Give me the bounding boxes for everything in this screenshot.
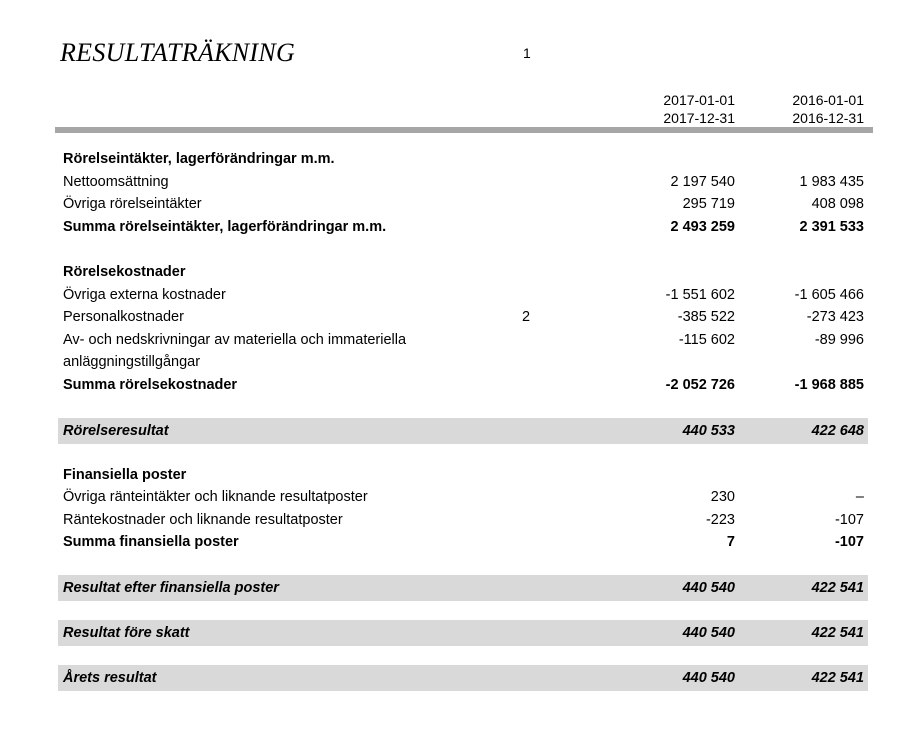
row-label: Personalkostnader	[63, 309, 184, 325]
result-row	[58, 418, 868, 444]
value-2017: 295 719	[682, 196, 735, 212]
note-reference: 2	[522, 309, 531, 325]
row-label: Nettoomsättning	[63, 174, 169, 190]
value-2016: -1 605 466	[794, 287, 864, 303]
row-label: Årets resultat	[63, 670, 157, 686]
value-2017: -2 052 726	[665, 377, 735, 393]
value-2017: 440 540	[682, 625, 735, 641]
value-2017: 2 493 259	[670, 219, 735, 235]
table-row	[58, 486, 868, 508]
value-2017: -223	[705, 512, 735, 528]
column-header-2016-start: 2016-01-01	[792, 92, 864, 108]
subtotal-row	[58, 531, 868, 553]
value-2016: –	[855, 489, 864, 505]
row-label: Summa finansiella poster	[63, 534, 239, 550]
value-2016: -89 996	[814, 332, 864, 348]
value-2016: 422 541	[811, 580, 864, 596]
table-row	[58, 193, 868, 215]
header-divider	[55, 127, 873, 133]
value-2016: -107	[834, 512, 864, 528]
column-header-2016	[744, 91, 864, 127]
table-row	[58, 171, 868, 193]
section-heading	[58, 464, 868, 486]
value-2017: -115 602	[678, 332, 735, 348]
result-row	[58, 575, 868, 601]
table-row	[58, 284, 868, 306]
row-label: Rörelsekostnader	[63, 264, 186, 280]
row-label: Summa rörelseintäkter, lagerförändringar m.m.	[63, 219, 387, 235]
value-2016: 1 983 435	[799, 174, 864, 190]
value-2017: -385 522	[677, 309, 735, 325]
subtotal-row	[58, 374, 868, 396]
page-title: RESULTATRÄKNING	[60, 38, 296, 67]
row-label: Av- och nedskrivningar av materiella och immateriella anläggningstillgångar	[63, 332, 407, 370]
column-header-2017	[615, 91, 735, 127]
table-row	[58, 306, 868, 328]
value-2017: -1 551 602	[665, 287, 735, 303]
row-label: Rörelseintäkter, lagerförändringar m.m.	[63, 151, 335, 167]
value-2017: 440 540	[682, 670, 735, 686]
row-label: Räntekostnader och liknande resultatposter	[63, 512, 343, 528]
subtotal-row	[58, 216, 868, 238]
row-label: Övriga rörelseintäkter	[63, 196, 202, 212]
value-2017: 7	[726, 534, 735, 550]
value-2016: 422 648	[811, 423, 864, 439]
value-2017: 230	[710, 489, 735, 505]
column-header-2016-end: 2016-12-31	[792, 110, 864, 126]
row-label: Rörelseresultat	[63, 423, 169, 439]
value-2017: 2 197 540	[670, 174, 735, 190]
value-2016: 408 098	[811, 196, 864, 212]
table-row	[58, 509, 868, 531]
row-label: Övriga externa kostnader	[63, 287, 226, 303]
row-label: Summa rörelsekostnader	[63, 377, 238, 393]
value-2016: 2 391 533	[799, 219, 864, 235]
value-2016: -107	[834, 534, 864, 550]
value-2017: 440 540	[682, 580, 735, 596]
table-row	[58, 329, 868, 373]
result-row	[58, 665, 868, 691]
value-2016: -273 423	[806, 309, 864, 325]
column-header-2017-end: 2017-12-31	[663, 110, 735, 126]
column-header-2017-start: 2017-01-01	[663, 92, 735, 108]
row-label: Resultat före skatt	[63, 625, 190, 641]
row-label: Finansiella poster	[63, 467, 187, 483]
value-2016: 422 541	[811, 670, 864, 686]
value-2016: 422 541	[811, 625, 864, 641]
value-2017: 440 533	[682, 423, 735, 439]
section-heading	[58, 261, 868, 283]
page-number: 1	[523, 45, 531, 61]
section-heading	[58, 148, 868, 170]
result-row	[58, 620, 868, 646]
row-label: Övriga ränteintäkter och liknande resultatposter	[63, 489, 368, 505]
value-2016: -1 968 885	[794, 377, 864, 393]
row-label: Resultat efter finansiella poster	[63, 580, 279, 596]
